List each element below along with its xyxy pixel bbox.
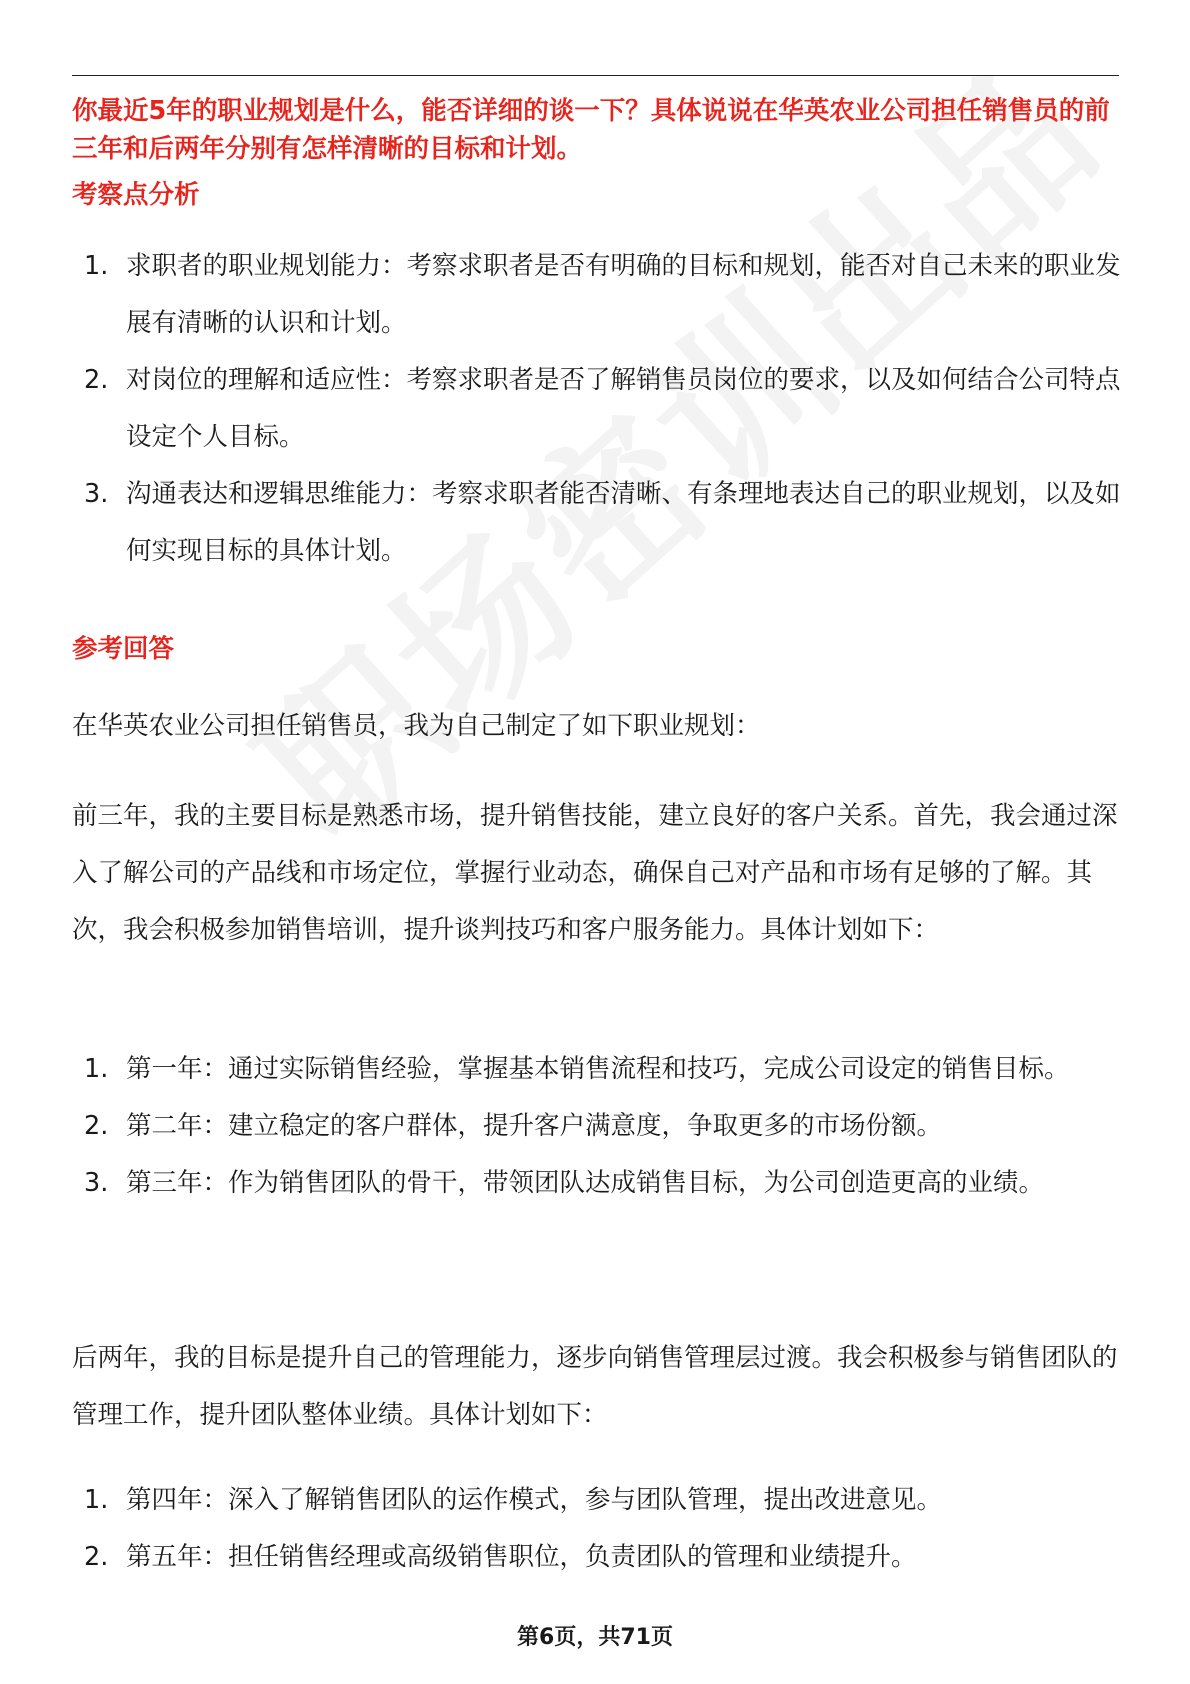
list-number: 2. xyxy=(84,1111,109,1141)
first-three-years-paragraph: 前三年，我的主要目标是熟悉市场，提升销售技能，建立良好的客户关系。首先，我会通过深入了解公司的产品线和市场定位，掌握行业动态，确保自己对产品和市场有足够的了解。其次，我会积极参加销售培训，提升谈判技巧和客户服务能力。具体计划如下： xyxy=(72,801,1118,945)
list-item xyxy=(84,466,1124,580)
list-item xyxy=(84,352,1124,466)
list-item xyxy=(84,1041,1124,1098)
list-item xyxy=(84,1529,1124,1586)
interview-question: 你最近5年的职业规划是什么，能否详细的谈一下？具体说说在华英农业公司担任销售员的前三年和后两年分别有怎样清晰的目标和计划。 xyxy=(72,96,1110,164)
list-text: 第四年：深入了解销售团队的运作模式，参与团队管理，提出改进意见。 xyxy=(126,1485,943,1515)
list-text: 对岗位的理解和适应性：考察求职者是否了解销售员岗位的要求，以及如何结合公司特点设定个人目标。 xyxy=(126,365,1121,452)
list-text: 第五年：担任销售经理或高级销售职位，负责团队的管理和业绩提升。 xyxy=(126,1542,917,1572)
analysis-heading: 考察点分析 xyxy=(72,180,200,210)
answer-intro: 在华英农业公司担任销售员，我为自己制定了如下职业规划： xyxy=(72,711,761,741)
analysis-list xyxy=(84,238,1124,580)
list-number: 3. xyxy=(84,1168,109,1198)
list-number: 1. xyxy=(84,251,109,281)
list-number: 2. xyxy=(84,365,109,395)
last-two-years-list xyxy=(84,1472,1124,1586)
list-number: 2. xyxy=(84,1542,109,1572)
list-text: 求职者的职业规划能力：考察求职者是否有明确的目标和规划，能否对自己未来的职业发展有清晰的认识和计划。 xyxy=(126,251,1121,338)
list-text: 第三年：作为销售团队的骨干，带领团队达成销售目标，为公司创造更高的业绩。 xyxy=(126,1168,1045,1198)
first-three-years-list xyxy=(84,1041,1124,1212)
list-number: 1. xyxy=(84,1485,109,1515)
list-item xyxy=(84,1155,1124,1212)
answer-heading: 参考回答 xyxy=(72,634,175,664)
list-number: 1. xyxy=(84,1054,109,1084)
page-number: 第6页，共71页 xyxy=(517,1625,673,1650)
top-divider xyxy=(72,75,1119,76)
list-item xyxy=(84,1098,1124,1155)
list-text: 第二年：建立稳定的客户群体，提升客户满意度，争取更多的市场份额。 xyxy=(126,1111,943,1141)
list-text: 第一年：通过实际销售经验，掌握基本销售流程和技巧，完成公司设定的销售目标。 xyxy=(126,1054,1070,1084)
list-number: 3. xyxy=(84,479,109,509)
last-two-years-paragraph: 后两年，我的目标是提升自己的管理能力，逐步向销售管理层过渡。我会积极参与销售团队的管理工作，提升团队整体业绩。具体计划如下： xyxy=(72,1343,1118,1430)
list-text: 沟通表达和逻辑思维能力：考察求职者能否清晰、有条理地表达自己的职业规划，以及如何实现目标的具体计划。 xyxy=(126,479,1121,566)
list-item xyxy=(84,1472,1124,1529)
list-item xyxy=(84,238,1124,352)
